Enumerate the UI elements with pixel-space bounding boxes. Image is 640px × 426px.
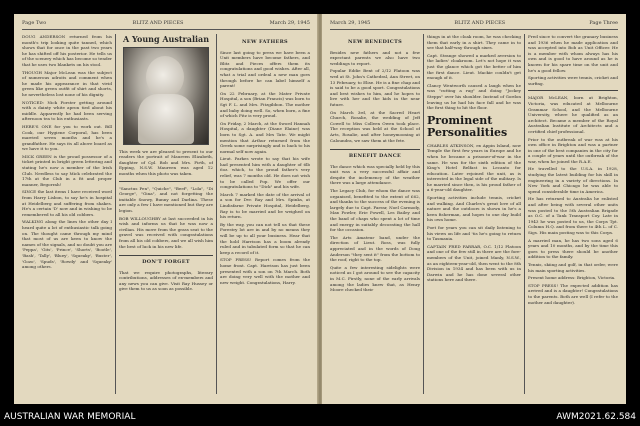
article-paragraph: March 7 marked the date of the arrival of a son for Dvr. Ray and Mrs. Spinks, at Lindisfarne Private Hospital, Heidelberg. Ray is to be married and be weighed on his return. [220, 191, 310, 220]
article-paragraph: He has returned to Australia he enlisted and after being with several other units was posted to the 5th Australian Brigade as O.C. of a Tank Transport Coy. Late in 1943 he was posted to us, the Corps Tpt. Column H.Q. and from there to 4th L. of C. Sigs. His main posting was to this Corps. [528, 196, 618, 235]
right-page-date: March 29, 1945 [330, 20, 371, 26]
article-paragraph: CAPTAIN FRED FARRAR, O.C. 1/12 Platoon and one of the few still in there are the fore-members of the Unit, joined Manly, N.S.W., as an eighteen-year-old, then went to the 8th Division in 1934 and has been with us in Darwin and he has done several other stations here and there. [427, 243, 521, 283]
left-column-1 [22, 34, 112, 398]
left-page [14, 14, 318, 404]
article-paragraph: things in at the cloak room, he was checking them that early in a shirt. They came in to see that half-way through sixes. [427, 34, 521, 51]
article-paragraph: DOUG ANDERSON returned from his month's trip looking quite tanned, which shows that for once in the past two years he has shifted off his posterior. He tells us of the scenery which has become so tender that he uses two blankets on his stool. [22, 34, 112, 67]
archive-name: AUSTRALIAN WAR MEMORIAL [4, 412, 136, 422]
dont-forget-text: That we require photographs, literary contributions, addresses of ex-members and any news you can give. Visit Ray Hussey or give them to us as soon as possible. [119, 269, 213, 292]
article-paragraph: THOUGH Major McLean was the subject of numerous adroits and comment when he made his appearance in that vivid green like green outfit of shirt and shorts, he nevertheless lost none of his dignity. [22, 69, 112, 97]
article-paragraph: A married man, he has two sons aged 6 years and 10 months, and by the time this goes to press there should be another addition to the family. [528, 237, 618, 260]
article-paragraph: CHARLES ATKINSON, ex Appin Island, now Temple the first few years in Europe and he when he became a prisoner-of-war in the same. He was for the sixth edition of the King's Hotel Belfast in Lecanto for education. Later rejoined the unit, as is interested in the legal side of the military. Is he married since then, is his proud father of a 6-year-old daughter. [427, 142, 521, 193]
right-column-1 [330, 34, 420, 398]
left-column-2 [119, 34, 213, 398]
article-paragraph: Besides new fathers and not a few expectant parents we also have two weddings to report. [330, 49, 420, 66]
article-paragraph: Lieut. Parkes wrote to say that his wife had presented him with a daughter of 6lb 6oz. which, to the proud father's very relief, was 7 months old. He does not wish to be called Pop. We offer our congratulations to "Dick" and his wife. [220, 156, 310, 190]
article-paragraph: Present home address: Brighton, Victoria. [528, 275, 616, 281]
archive-credit-bar [0, 410, 640, 426]
benefit-dance-heading: BENEFIT DANCE [330, 149, 420, 160]
left-page-number: Page Two [22, 20, 47, 26]
article-paragraph: NOTICED: Nick Forster getting around with a dainty white apron tied about his middle. Apparently he had been serving afternoon tea to his enthusiasts. [22, 99, 112, 122]
article-paragraph: The dance which was specially held by this unit was a very successful affair and despite the inclemency of the weather there was a large attendance. [330, 163, 420, 186]
prominent-personalities-heading: Prominent Personalities [427, 113, 508, 139]
left-page-header [22, 20, 310, 30]
right-page [322, 14, 626, 404]
article-paragraph: STOP PRESS! Report comes from the home front. Capt. Harrison has just been presented with a son on 7th March. Both are doing very well with the mother and new weight. Congratulations, Harry. [220, 257, 310, 285]
left-column-3 [220, 34, 310, 398]
article-paragraph: Since last going to press we have been a Unit members have become fathers, and Blitz and Pieces offers them its congratulations and good wishes. After all, what a trial and ordeal a new man goes through before he can label himself a parent! [220, 49, 310, 89]
article-paragraph: Sporting activities include tennis, cricket and walking. And Charles's great love of all nature and the outdoors is shown in he's a keen fisherman, and hopes to one day build his own home. [427, 195, 521, 223]
article-paragraph: HERE'S ONE for you to work out. Bill Cook, our Hygiene Corporal, has been married seven months and he's a grandfather. He says its all above board as we have it to you. [22, 123, 112, 152]
article-paragraph: On 22 February, at the Mater Private Hospital, a son (Brian Francis) was born to Sgt F. L. and Mrs. Fitzgibbon. The mother and baby doing well. So, when born, a fine of which Fitz is very proud. [220, 90, 310, 119]
article-paragraph: Fred since to convert the granary business and 1936 when he made application and was accepted into Bob as Unit Officer. He is a member with whom always has his own and is good to have around as he is known for his spare time on the unit and he's a good fellow. [528, 34, 618, 73]
article-paragraph: SINCE the last items I have received word from Harry Lisbon, to say he's in hospital at Heidelberg and suffering from shakes. He's a certain 'D' now and in wishing to be remembered to all his old cobbers. [22, 189, 112, 217]
article-paragraph: Tennis, skiing and golf, in that order, were his main sporting activities. [528, 261, 618, 273]
archive-reference: AWM2021.62.584 [556, 412, 636, 422]
article-paragraph: Sporting activities were tennis, cricket and surfing. [528, 75, 618, 86]
column-divider [423, 34, 424, 394]
feature-title: A Young Australian [122, 34, 210, 44]
article-paragraph: WALKING along the lines the other day I heard quite a lot of enthusiastic talk going on. The thought came through my mind that most of us are keen to know the names of the signals, and no doubt you are 'Peppa', 'Gits', 'Prince', 'Shorts', 'Bootle', 'Bash', 'Tally', 'Bluey', 'Squeaky', 'Buster', 'Gozo', 'Spuds', 'Rowdy' and 'Squeaky' among others. [22, 219, 112, 270]
article-paragraph: By the way, you can not tell us that these Forestry lot are in and by no means they will be up to all your business. Hear that the hold Harrison has a boom already ruled and in tabulated form so that he can keep a record of it. [220, 221, 310, 255]
article-paragraph: He travelled to the U.S.A. in 1928, studying the latest building for his skill in engineering in a variety of directions. In New York and Chicago he was able to spend considerable time in America. [528, 166, 618, 194]
article-paragraph: Poet for years you can sit daily listening to his views on life and 'tis he's going to return to Tasmania. [427, 225, 521, 242]
left-page-date: March 29, 1945 [269, 20, 310, 26]
left-page-masthead: BLITZ AND PIECES [132, 20, 184, 26]
column-divider [115, 34, 116, 394]
right-page-masthead: BLITZ AND PIECES [454, 20, 506, 26]
right-page-number: Page Three [589, 20, 618, 26]
article-paragraph: Prior to the outbreak of war was at his own office in Brighton and was a partner in one of the best companies in the city for a couple of years until the outbreak of the war, when he joined the R.A.E. [528, 136, 618, 164]
column-divider [216, 34, 217, 394]
article-paragraph: On March 3rd, at the Sacred Heart Church, Rosalie, the wedding of Jeff Cowell to Miss Colleen Owen took place. The reception was held at the School of Arts, Rosalie, and after honeymooning at Caloundra, we saw them at the fete. [330, 109, 420, 143]
newspaper-spread [14, 14, 626, 404]
stop-press: STOP PRESS! The expected addition has arrived and is a daughter! Congratulations to the parents. Both are well (I refer to the mother and daughter). [528, 282, 618, 305]
right-page-header [330, 20, 618, 30]
article-paragraph: Capt. Strange showed a marked aversion to the ladies' cloakroom. Let's not hope it was just the glance which got the better of him the first dance. Lieut. Mackie couldn't get enough of it. [427, 52, 521, 81]
article-paragraph: On Friday, 2 March, at the Sword Hannah Hospital, a daughter (Diane Elaine) was born to Sgt. A. and Mrs Tate. We might mention that Arthur returned from the Greek some surprisingly and is back to his normal self now again. [220, 120, 310, 154]
right-column-3 [528, 34, 618, 398]
article-paragraph: The Legacy Club, for whom the dance was organised, benefited to the extent of £62, and thanks to the success of the evening is largely due to Capt. Farrar, Noel Carmody, Max Fowler, Erie Powell, Les Bailey and the band of chaps who spent a lot of time and energy in suitably decorating the hall for the occasion. [330, 188, 420, 233]
article-paragraph: Popular Eddie Bent of 2/12 Platoon was wed at St. John's Cathedral, Ann Street, on 13 February, to Elise. He is a fine chap and is said to be a good sport. Congratulations and best wishes to him, and he hopes to live with her and the kids in the near future. [330, 68, 420, 107]
photo-caption: This week we are pleased to present to our readers the portrait of Maureen Elizabeth, daughter of Cpl. Bob and Mrs. Firth, of Epping, N.S.W. Maureen was aged 12 months when this photo was taken. [119, 148, 213, 176]
article-paragraph: Quite a few interesting sidelights were noticed as I got around to see the capacity in M.C. Firstly, none of the early arrivals among the ladies knew that, as Henry Moore checked their [330, 264, 420, 293]
article-paragraph: "Sanctus Pen", "Quiche", "Beef", "Lola", "Di George", "Gina", and not forgetting the imitable Snowy, Bunny and Darlina. These are only a few I have mentioned but they are legion. [119, 185, 213, 213]
dont-forget-heading: DON'T FORGET [119, 255, 213, 266]
article-paragraph: MAJOR McLEAN, born at Brighton, Victoria, was educated at Melbourne Grammar School, and the Melbourne University, where he qualified as an architect. Became a member of the Royal Australian Institute of Architects and a certified chief professional. [528, 95, 618, 134]
right-column-2 [427, 34, 521, 398]
article-paragraph: BOB WILLOUGHBY at last succeeded in his wish and informs us that he was now a civilian. His move from the grass seat to the gravel was received with congratulations from all his old cobbers, and we all wish him the best of luck in his new life. [119, 215, 213, 249]
baby-portrait-photo [123, 47, 209, 145]
column-divider [524, 34, 525, 394]
article-paragraph: Clancy Wentworth caused a laugh when he was "cutting a rug" and doing "Jockey Stepps" over his shoulder. Instead of Gordon leaving us he had his face fall and he was the first thing to hit the floor. [427, 82, 521, 111]
new-benedicts-heading: NEW BENEDICTS [347, 39, 403, 45]
article-paragraph: The Arts Amateur band, under the direction of Lieut. Ross, was fully appreciated and in the words of Doug Anderson "they sent it" from the bottom to the roof, right to the top. [330, 234, 420, 263]
article-paragraph: MICK GREEN is the proud possessor of a ticket printed in bright green lettering and stating he's now a member of the Irish Club. Needless to say Mick celebrated the 17th at the Club in a fit and proper manner, Begorrah! [22, 153, 112, 187]
new-fathers-heading: NEW FATHERS [242, 39, 288, 45]
